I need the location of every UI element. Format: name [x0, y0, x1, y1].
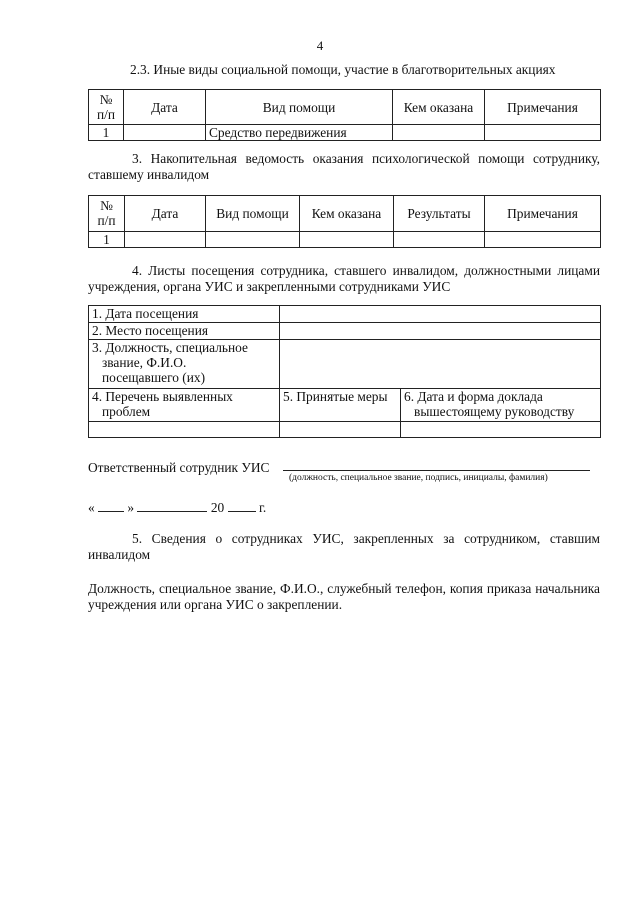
cell-date[interactable]: [124, 125, 206, 141]
measures-value[interactable]: [280, 422, 401, 438]
problems-value[interactable]: [89, 422, 280, 438]
signature-line[interactable]: [283, 470, 590, 471]
visit-place-value[interactable]: [280, 323, 601, 340]
header-cell-date: Дата: [125, 196, 206, 232]
header-cell-number: № п/п: [89, 196, 125, 232]
day-blank[interactable]: [98, 501, 124, 512]
cell-number: 1: [89, 232, 125, 248]
table-header-row: [89, 90, 601, 125]
date-open-quote: «: [88, 500, 95, 515]
section-4-heading: 4. Листы посещения сотрудника, ставшего инвалидом, должностными лицами учреждения, органа УИС и закрепленными сотрудниками УИС: [88, 263, 600, 294]
header-cell-help-type: Вид помощи: [206, 196, 300, 232]
problems-header-row: [89, 389, 601, 422]
header-cell-provided-by: Кем оказана: [393, 90, 485, 125]
visit-date-label: 1. Дата посещения: [89, 306, 280, 323]
visit-sheet-table: [88, 305, 601, 438]
date-close-quote: »: [127, 500, 135, 515]
header-cell-results: Результаты: [394, 196, 485, 232]
header-cell-notes: Примечания: [485, 196, 601, 232]
year-prefix: 20: [210, 500, 225, 515]
header-cell-date: Дата: [124, 90, 206, 125]
visit-place-label: 2. Место посещения: [89, 323, 280, 340]
table-header-row: [89, 196, 601, 232]
visit-place-row: [89, 323, 601, 340]
table-row: [89, 232, 601, 248]
section-2-3-heading: 2.3. Иные виды социальной помощи, участие в благотворительных акциях: [130, 62, 556, 77]
cell-help-type[interactable]: Средство передвижения: [206, 125, 393, 141]
month-blank[interactable]: [137, 501, 207, 512]
visit-date-row: [89, 306, 601, 323]
visitor-info-row: [89, 340, 601, 389]
visit-date-value[interactable]: [280, 306, 601, 323]
cell-results[interactable]: [394, 232, 485, 248]
header-cell-provided-by: Кем оказана: [300, 196, 394, 232]
cell-notes[interactable]: [485, 232, 601, 248]
table-row: [89, 125, 601, 141]
section-5-body: Должность, специальное звание, Ф.И.О., служебный телефон, копия приказа начальника учреждения или органа УИС о закреплении.: [88, 581, 600, 612]
report-header: 6. Дата и форма доклада вышестоящему руководству: [401, 389, 601, 422]
section-3-heading: 3. Накопительная ведомость оказания психологической помощи сотруднику, ставшему инвалидом: [88, 151, 600, 182]
date-line: [88, 500, 266, 516]
cell-number: 1: [89, 125, 124, 141]
visitor-info-label: 3. Должность, специальное звание, Ф.И.О. посещавшего (их): [89, 340, 280, 389]
problems-value-row: [89, 422, 601, 438]
cell-provided-by[interactable]: [393, 125, 485, 141]
visitor-info-value[interactable]: [280, 340, 601, 389]
report-value[interactable]: [401, 422, 601, 438]
header-cell-number: № п/п: [89, 90, 124, 125]
year-blank[interactable]: [228, 501, 256, 512]
cell-notes[interactable]: [485, 125, 601, 141]
psychological-help-table: [88, 195, 601, 248]
social-help-table: [88, 89, 601, 141]
header-cell-notes: Примечания: [485, 90, 601, 125]
problems-header: 4. Перечень выявленных проблем: [89, 389, 280, 422]
responsible-employee-label: Ответственный сотрудник УИС: [88, 460, 270, 475]
cell-provided-by[interactable]: [300, 232, 394, 248]
page-number: 4: [316, 38, 324, 53]
year-suffix: г.: [258, 500, 267, 515]
section-5-heading: 5. Сведения о сотрудниках УИС, закрепленных за сотрудником, ставшим инвалидом: [88, 531, 600, 562]
signature-caption: (должность, специальное звание, подпись, инициалы, фамилия): [289, 473, 548, 483]
measures-header: 5. Принятые меры: [280, 389, 401, 422]
header-cell-help-type: Вид помощи: [206, 90, 393, 125]
cell-date[interactable]: [125, 232, 206, 248]
cell-help-type[interactable]: [206, 232, 300, 248]
